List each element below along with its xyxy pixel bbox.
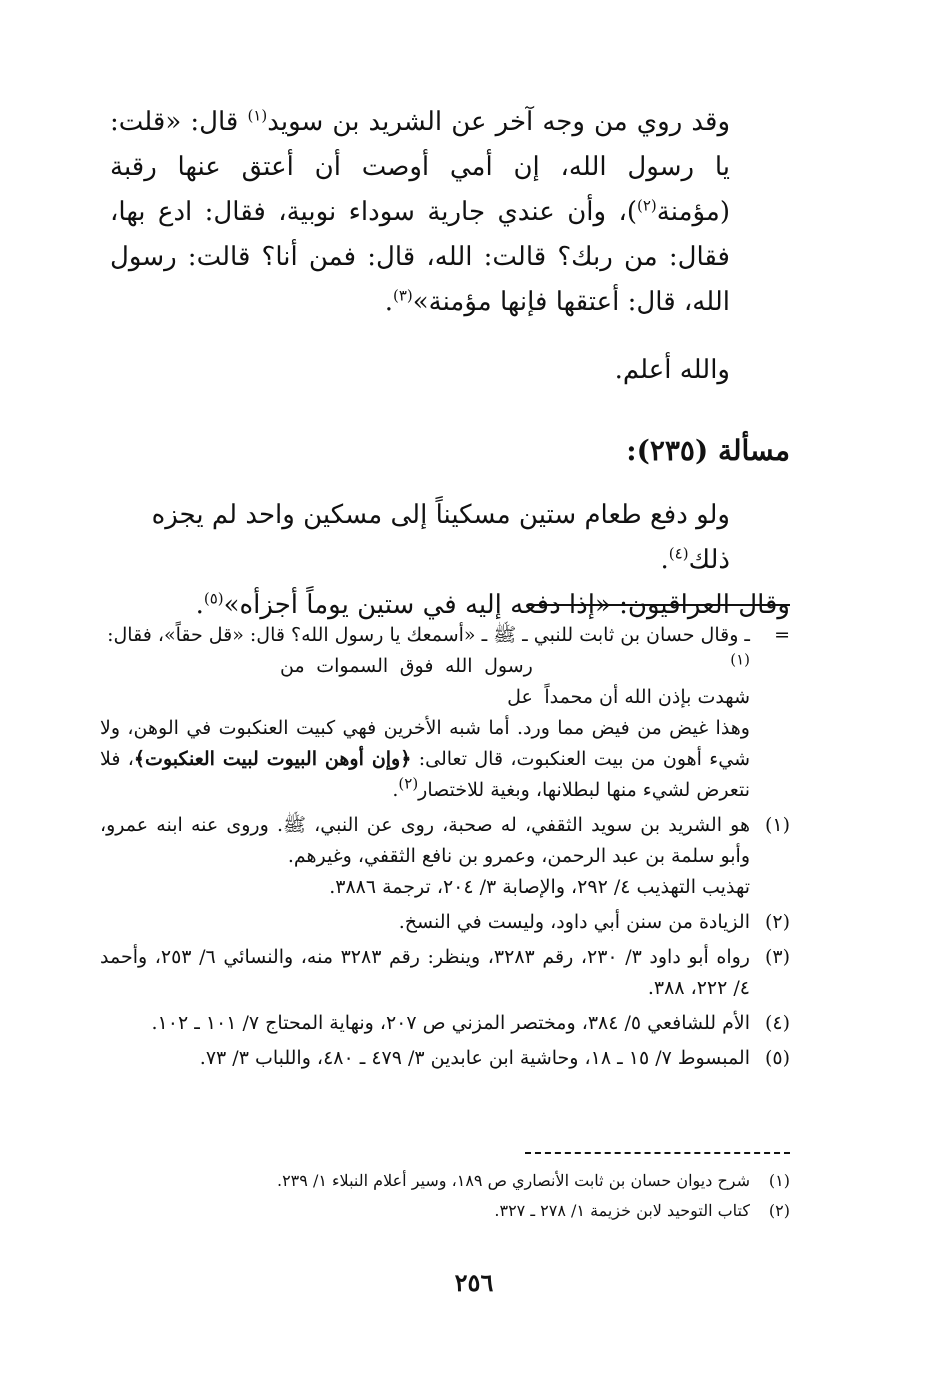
continued-line-1: ـ وقال حسان بن ثابت للنبي ـ ﷺ ـ «أسمعك يا رسول الله؟ قال: «قل حقاً»، فقال: — [107, 624, 750, 646]
footnote-number: (٣) — [764, 946, 790, 968]
continued-line-3-text: وهذا غيض من فيض مما ورد. أما شبه الأخرين فهي كبيت العنكبوت في الوهن، ولا شيء أهون من بيت العنكبوت، قال تعالى: — [100, 717, 750, 770]
footnote-2 — [100, 907, 790, 938]
poem-hemistich-right — [533, 651, 750, 713]
footnote-number: (٢) — [764, 911, 790, 933]
footnote-text: هو الشريد بن سويد الثقفي، له صحبة، روى عن النبي، ﷺ. وروى عنه ابنه عمرو، وأبو سلمة بن عبد الرحمن، وعمرو بن نافع الثقفي، وغيرهم. — [100, 814, 750, 867]
intro-text: وقد روي من وجه آخر عن الشريد بن سويد — [267, 107, 730, 137]
continuation-marker: = — [774, 624, 790, 646]
footnote-number: (١) — [764, 814, 790, 836]
footnote-text: رواه أبو داود ٣/ ٢٣٠، رقم ٣٢٨٣، وينظر: رقم ٣٢٨٣ منه، والنسائي ٦/ ٢٥٣، وأحمد ٤/ ٢٢٢، ٣٨٨. — [100, 946, 750, 999]
masala-line-2-end: . — [195, 590, 204, 620]
footnote-ref-2[interactable]: (٢) — [637, 196, 657, 215]
footnote-separator — [527, 604, 790, 606]
paragraph-end: . — [384, 287, 393, 317]
page-number: ٢٥٦ — [454, 1268, 494, 1297]
masala-body — [110, 493, 790, 628]
masala-line-2-text: وقال العراقيون: «إذا دفعه إليه في ستين يوماً أجزأه» — [223, 590, 790, 620]
footnote-3 — [100, 942, 790, 1004]
continued-footnote-ref[interactable]: (٢) — [398, 774, 419, 793]
footnote-ref-3[interactable]: (٣) — [392, 286, 413, 305]
intro-tail: قال: — [181, 107, 248, 137]
hadith-quote-part-b: )، وأن عندي جارية سوداء نوبية، فقال: ادع بها، فقال: من ربك؟ قالت: الله، قال: فمن أنا؟ قالت: رسول الله، قال: أعتقها فإنها مؤمنة» — [110, 197, 730, 317]
closing-phrase: والله أعلم. — [614, 355, 730, 385]
sub-footnotes-section — [100, 1166, 790, 1226]
footnote-ref-4[interactable]: (٤) — [668, 544, 689, 563]
hadith-quote-part-a: «قلت: يا رسول الله، إن أمي أوصت أن أعتق عنها رقبة (مؤمنة — [110, 107, 730, 227]
poem-hemistich-left: رسول الله فوق السموات من عل — [280, 655, 533, 708]
masala-line-1-end: . — [660, 545, 669, 575]
sub-footnote-text: شرح ديوان حسان بن ثابت الأنصاري ص ١٨٩، وسير أعلام النبلاء ١/ ٢٣٩. — [276, 1171, 750, 1190]
masala-heading: مسألة (٢٣٥): — [626, 434, 790, 467]
footnote-text: الأم للشافعي ٥/ ٣٨٤، ومختصر المزني ص ٢٠٧، ونهاية المحتاج ٧/ ١٠١ ـ ١٠٢. — [151, 1012, 750, 1034]
footnote-text: الزيادة من سنن أبي داود، وليست في النسخ. — [398, 911, 750, 933]
footnote-number: (٤) — [764, 1012, 790, 1034]
main-paragraph-text — [110, 100, 790, 325]
footnote-1 — [100, 810, 790, 903]
sub-footnote-text: كتاب التوحيد لابن خزيمة ١/ ٢٧٨ ـ ٣٢٧. — [494, 1201, 750, 1220]
footnote-5 — [100, 1043, 790, 1074]
continued-line-3-end: . — [392, 779, 399, 801]
sub-footnote-number: (٢) — [768, 1201, 790, 1220]
footnote-text: المبسوط ٧/ ١٥ ـ ١٨، وحاشية ابن عابدين ٣/ ٤٧٩ ـ ٤٨٠، واللباب ٣/ ٧٣. — [199, 1047, 750, 1069]
footnote-4 — [100, 1008, 790, 1039]
quran-ayah: ﴿وإن أوهن البيوت لبيت العنكبوت﴾ — [133, 748, 412, 770]
footnotes-section — [100, 620, 790, 1078]
sub-footnote-number: (١) — [768, 1171, 790, 1190]
poem-footnote-ref[interactable]: (١) — [730, 650, 750, 669]
footnote-ref-5[interactable]: (٥) — [203, 589, 224, 608]
footnote-number: (٥) — [764, 1047, 790, 1069]
sub-footnote-separator — [525, 1152, 790, 1154]
masala-line-1 — [110, 493, 790, 583]
poem-right-text: شهدت بإذن الله أن محمداً — [544, 686, 750, 708]
continued-line-3-tail: ، فلا نتعرض لشيء منها لبطلانها، وبغية للاختصار — [100, 748, 750, 801]
sub-footnote-2 — [100, 1196, 790, 1226]
poem-verse — [100, 651, 750, 713]
sub-footnote-1 — [100, 1166, 790, 1196]
main-paragraph — [110, 100, 790, 325]
footnote-ref-1[interactable]: (١) — [247, 106, 268, 125]
masala-line-1-text: ولو دفع طعام ستين مسكيناً إلى مسكين واحد لم يجزه ذلك — [151, 500, 730, 575]
continued-footnote — [100, 620, 790, 806]
footnote-text-2: تهذيب التهذيب ٤/ ٢٩٢، والإصابة ٣/ ٢٠٤، ترجمة ٣٨٨٦. — [329, 876, 750, 898]
continued-line-3 — [100, 713, 750, 806]
